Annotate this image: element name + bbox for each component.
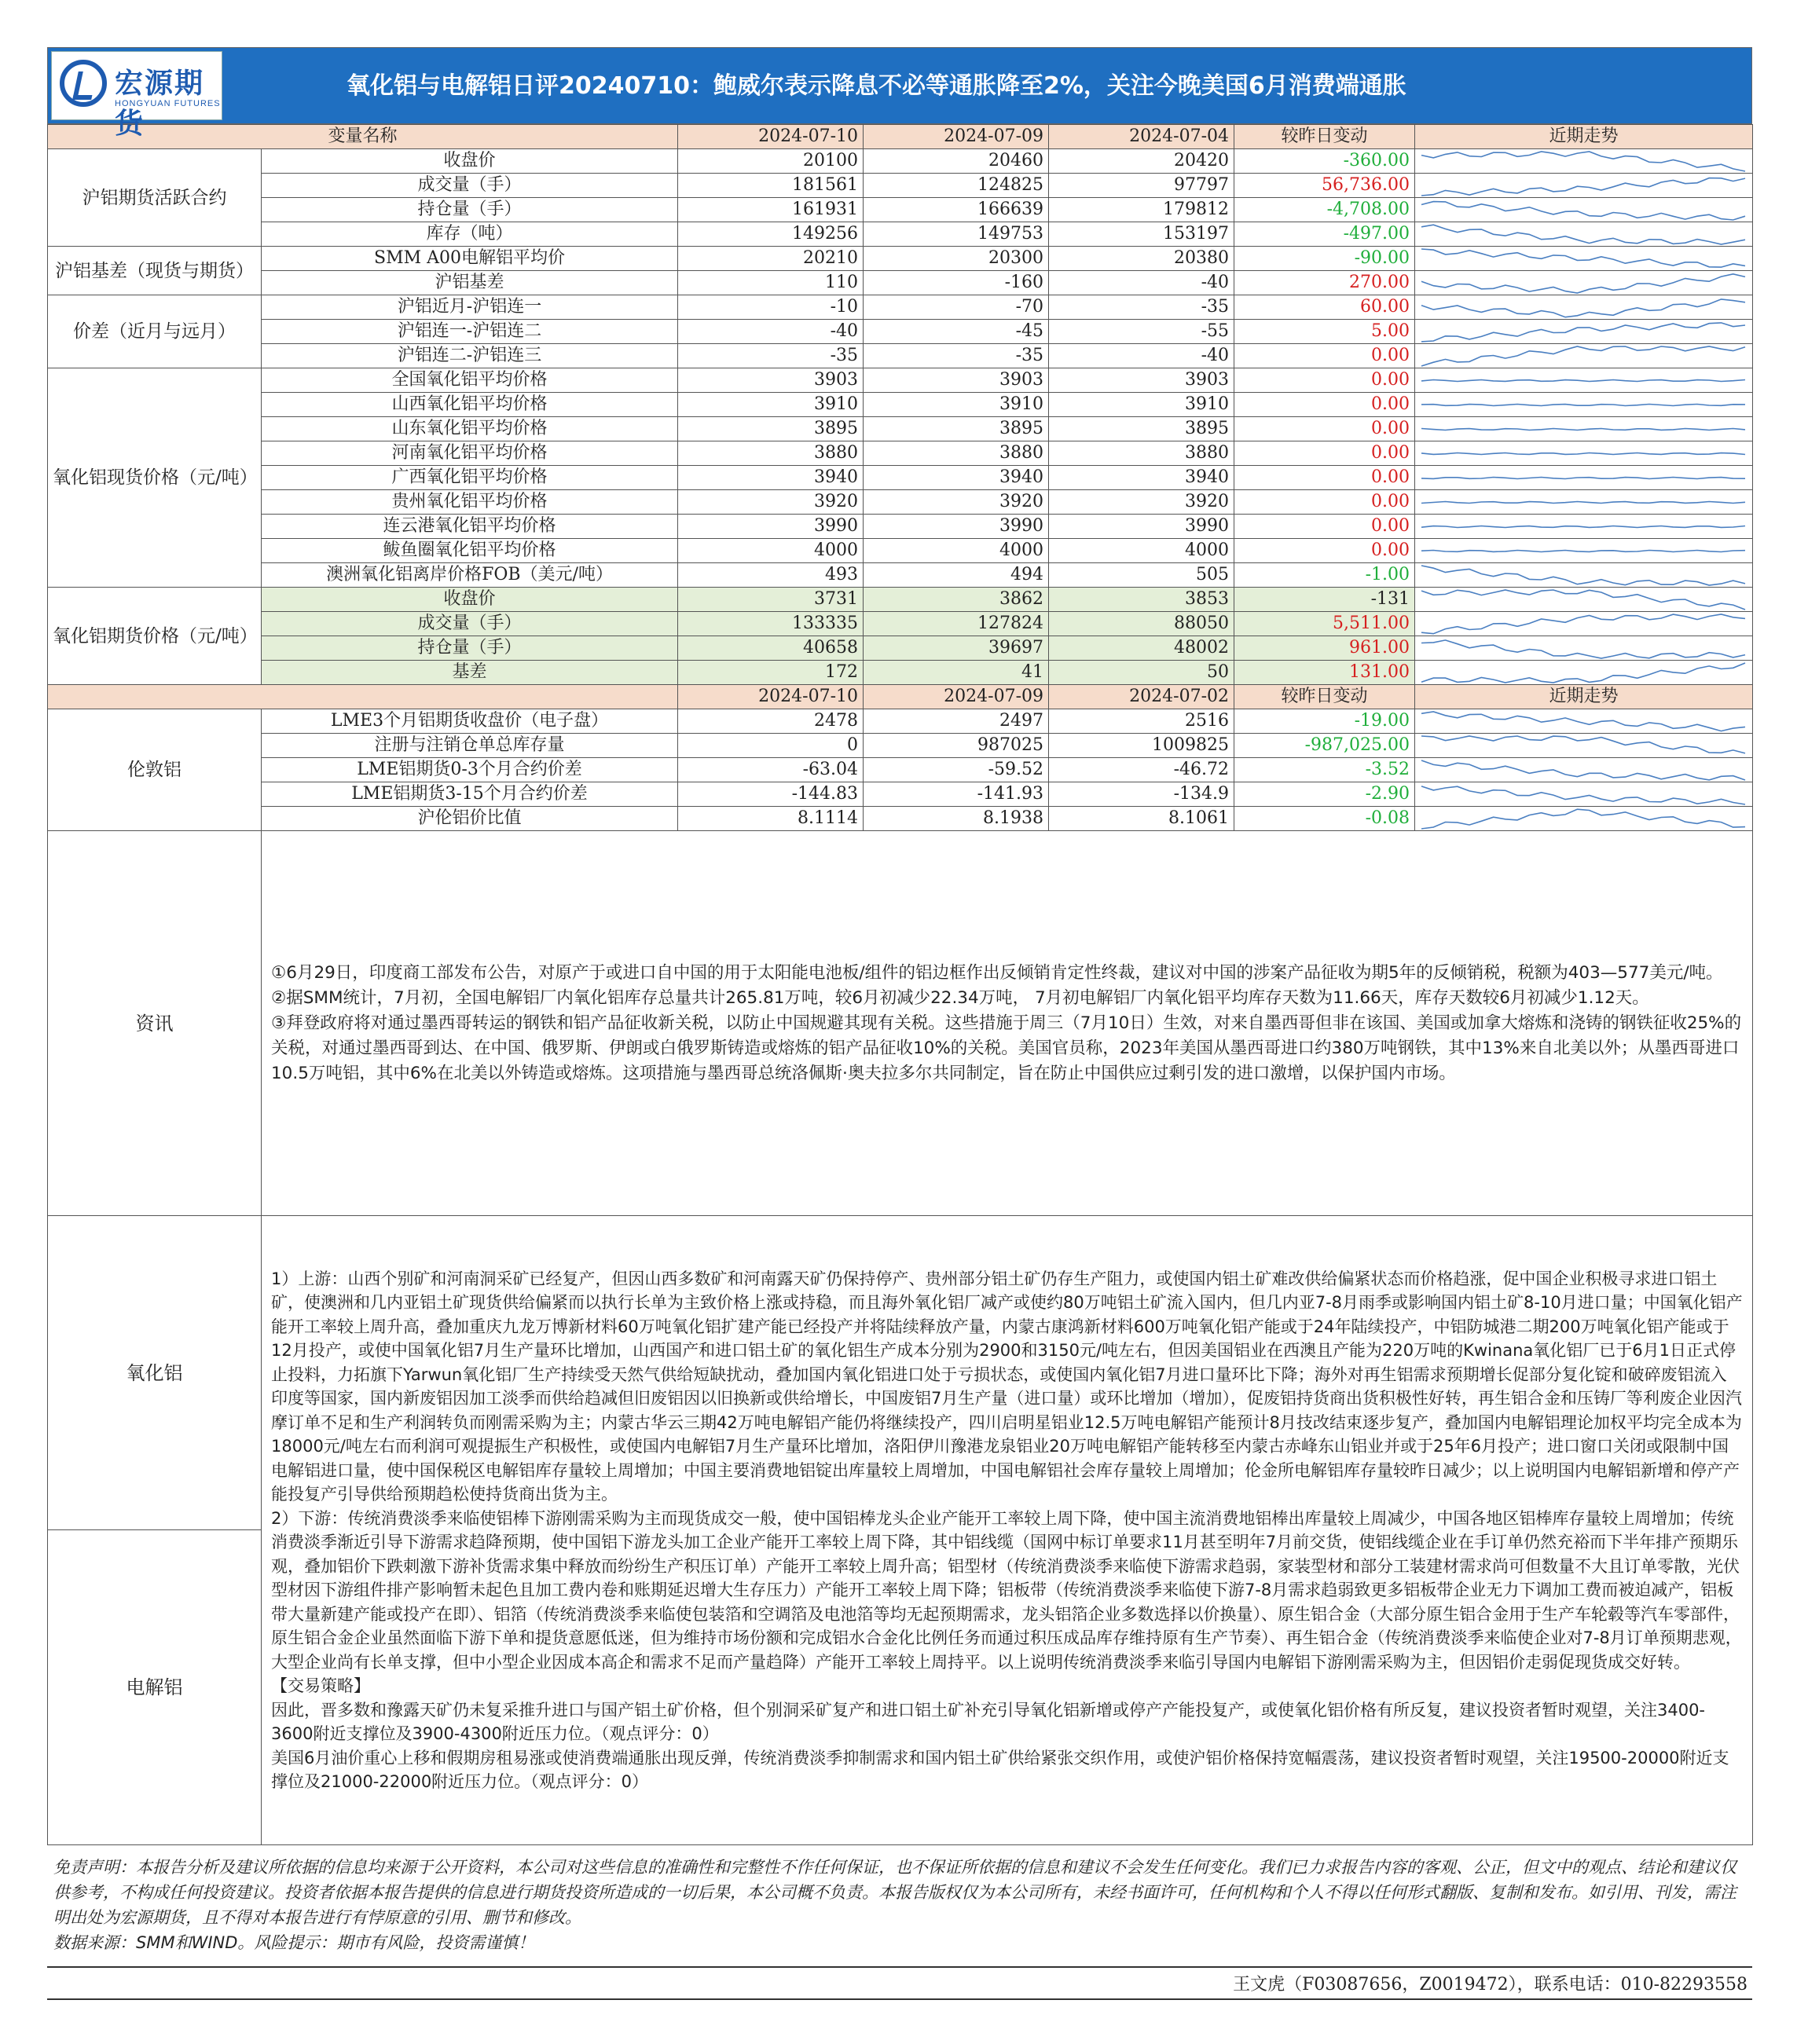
variable-name: 山东氧化铝平均价格 — [262, 417, 678, 441]
change-cell: 0.00 — [1234, 466, 1415, 490]
trend-line — [1421, 712, 1745, 731]
value-cell: 3910 — [678, 393, 864, 417]
variable-name: 贵州氧化铝平均价格 — [262, 490, 678, 515]
trend-sparkline — [1415, 783, 1751, 806]
trend-cell — [1415, 734, 1753, 758]
value-cell: 149256 — [678, 222, 864, 247]
change-cell: 270.00 — [1234, 271, 1415, 295]
change-cell: -360.00 — [1234, 149, 1415, 174]
value-cell: 3920 — [678, 490, 864, 515]
news-item: ①6月29日，印度商工部发布公告，对原产于或进口自中国的用于太阳能电池板/组件的铝边框作出反倾销肯定性终裁，建议对中国的涉案产品征收为期5年的反倾销税，税额为403—577美元/吨。 — [271, 962, 1723, 983]
table-row — [48, 247, 1753, 271]
value-cell: 1009825 — [1049, 734, 1234, 758]
trend-sparkline — [1415, 564, 1751, 587]
value-cell: 3903 — [864, 368, 1049, 393]
trend-sparkline — [1415, 637, 1751, 660]
change-cell: 0.00 — [1234, 539, 1415, 563]
value-cell: -35 — [678, 344, 864, 368]
table-row — [48, 368, 1753, 393]
value-cell: 3895 — [1049, 417, 1234, 441]
value-cell: -35 — [864, 344, 1049, 368]
aluminum-strategy: 美国6月油价重心上移和假期房租易涨或使消费端通胀出现反弹，传统消费淡季抑制需求和国内铝土矿供给紧张交织作用，或使沪铝价格保持宽幅震荡，建议投资者暂时观望，关注19500-20000附近支撑位及21000-22000附近压力位。（观点评分：0） — [271, 1748, 1729, 1791]
table-row — [48, 295, 1753, 320]
variable-name: 河南氧化铝平均价格 — [262, 441, 678, 466]
value-cell: 172 — [678, 661, 864, 685]
trend-line — [1421, 809, 1745, 829]
col-date: 2024-07-02 — [1049, 685, 1234, 709]
value-cell: 3920 — [1049, 490, 1234, 515]
value-cell: 166639 — [864, 198, 1049, 222]
variable-name: 沪铝近月-沪铝连一 — [262, 295, 678, 320]
value-cell: 153197 — [1049, 222, 1234, 247]
value-cell: 127824 — [864, 612, 1049, 636]
change-cell: 961.00 — [1234, 636, 1415, 661]
value-cell: 179812 — [1049, 198, 1234, 222]
table-row — [48, 271, 1753, 295]
table-row — [48, 320, 1753, 344]
trend-sparkline — [1415, 442, 1751, 465]
trend-line — [1421, 550, 1745, 551]
value-cell: 3862 — [864, 588, 1049, 612]
trend-cell — [1415, 636, 1753, 661]
change-cell: -497.00 — [1234, 222, 1415, 247]
trend-cell — [1415, 758, 1753, 782]
table-row — [48, 539, 1753, 563]
logo-mark-icon — [60, 60, 107, 107]
change-cell: 0.00 — [1234, 441, 1415, 466]
value-cell: -10 — [678, 295, 864, 320]
table-row — [48, 149, 1753, 174]
downstream-paragraph: 2）下游：传统消费淡季来临使铝棒下游刚需采购为主而现货成交一般，使中国铝棒龙头企业产能开工率较上周下降，使中国主流消费地铝棒出库量较上周减少，中国各地区铝棒库存量较上周增加；传统消费淡季渐近引导下游需求趋降预期，使中国铝下游龙头加工企业产能开工率较上周下降，其中铝线缆（国网中标订单要求11月甚至明年7月前交货，使铝线缆企业在手订单仍然充裕而下半年排产预期乐观，叠加铝价下跌刺激下游补货需求集中释放而纷纷生产积压订单）产能开工率较上周升高；铝型材（传统消费淡季来临使下游需求趋弱，家装型材和部分工装建材需求尚可但数量不大且订单零散，光伏型材因下游组件排产影响暂未起色且加工费内卷和账期延迟增大生存压力）产能开工率较上周下降；铝板带（传统消费淡季来临使下游7-8月需求趋弱致更多铝板带企业无力下调加工费而被迫减产，铝板带大量新建产能或投产在即）、铝箔（传统消费淡季来临使包装箔和空调箔及电池箔等均无起预期需求，龙头铝箔企业多数选择以价换量）、原生铝合金（大部分原生铝合金用于生产车轮毂等汽车零部件，原生铝合金企业虽然面临下游下单和提货意愿低迷，但为维持市场份额和完成铝水合金化比例任务而通过积压成品库存维持原有生产节奏）、再生铝合金（传统消费淡季来临使企业对7-8月订单预期悲观，大型企业尚有长单支撑，但中小型企业因成本高企和需求不足而产量趋降）产能开工率较上周持平。以上说明传统消费淡季来临引导国内电解铝下游刚需采购为主，但因铝价走弱促现货成交好转。 — [271, 1508, 1742, 1672]
trend-sparkline — [1415, 491, 1751, 514]
trend-sparkline — [1415, 272, 1751, 295]
table-row — [48, 734, 1753, 758]
variable-name: LME3个月铝期货收盘价（电子盘） — [262, 709, 678, 734]
value-cell: 3990 — [1049, 515, 1234, 539]
value-cell: 3731 — [678, 588, 864, 612]
value-cell: -40 — [678, 320, 864, 344]
disclaimer-text: 免责声明：本报告分析及建议所依据的信息均来源于公开资料，本公司对这些信息的准确性和完整性不作任何保证，也不保证所依据的信息和建议不会发生任何变化。我们已力求报告内容的客观、公正，但文中的观点、结论和建议仅供参考，不构成任何投资建议。投资者依据本报告提供的信息进行期货投资所造成的一切后果，本公司概不负责。本报告版权仅为本公司所有，未经书面许可，任何机构和个人不得以任何形式翻版、复制和发布。如引用、刊发，需注明出处为宏源期货，且不得对本报告进行有悖原意的引用、删节和修改。 — [53, 1858, 1736, 1927]
variable-name: 澳洲氧化铝离岸价格FOB（美元/吨） — [262, 563, 678, 588]
trend-line — [1421, 452, 1745, 454]
data-source: 数据来源：SMM和WIND。风险提示：期市有风险，投资需谨慎！ — [53, 1933, 535, 1952]
table-row — [48, 198, 1753, 222]
trend-sparkline — [1415, 321, 1751, 343]
trend-line — [1421, 346, 1745, 366]
value-cell: 2478 — [678, 709, 864, 734]
value-cell: 3940 — [864, 466, 1049, 490]
table-row — [48, 466, 1753, 490]
value-cell: 493 — [678, 563, 864, 588]
trend-sparkline — [1415, 223, 1751, 246]
table-row — [48, 490, 1753, 515]
trend-line — [1421, 322, 1745, 341]
group-label: 氧化铝期货价格（元/吨） — [48, 588, 262, 685]
variable-name: 鲅鱼圈氧化铝平均价格 — [262, 539, 678, 563]
value-cell: 3910 — [1049, 393, 1234, 417]
value-cell: 97797 — [1049, 174, 1234, 198]
value-cell: 987025 — [864, 734, 1049, 758]
table-header-row — [48, 685, 1753, 709]
col-date: 2024-07-10 — [678, 685, 864, 709]
value-cell: -160 — [864, 271, 1049, 295]
value-cell: 3903 — [678, 368, 864, 393]
trend-sparkline — [1415, 467, 1751, 489]
table-row — [48, 612, 1753, 636]
col-change: 较昨日变动 — [1234, 685, 1415, 709]
variable-name: 持仓量（手） — [262, 636, 678, 661]
variable-name: 库存（吨） — [262, 222, 678, 247]
value-cell: 3910 — [864, 393, 1049, 417]
alumina-label: 氧化铝 — [48, 1216, 261, 1530]
variable-name: SMM A00电解铝平均价 — [262, 247, 678, 271]
variable-name: 沪铝连二-沪铝连三 — [262, 344, 678, 368]
data-table — [47, 124, 1753, 1845]
table-row — [48, 393, 1753, 417]
trend-cell — [1415, 563, 1753, 588]
group-label: 沪铝期货活跃合约 — [48, 149, 262, 247]
trend-cell — [1415, 149, 1753, 174]
value-cell: 3880 — [678, 441, 864, 466]
value-cell: 8.1938 — [864, 807, 1049, 831]
trend-sparkline — [1415, 174, 1751, 197]
table-row — [48, 758, 1753, 782]
trend-sparkline — [1415, 345, 1751, 368]
change-cell: 0.00 — [1234, 393, 1415, 417]
variable-name: 广西氧化铝平均价格 — [262, 466, 678, 490]
trend-line — [1421, 379, 1745, 381]
group-label: 沪铝基差（现货与期货） — [48, 247, 262, 295]
analysis-content — [262, 1216, 1753, 1845]
trend-sparkline — [1415, 296, 1751, 319]
value-cell: 48002 — [1049, 636, 1234, 661]
col-trend: 近期走势 — [1415, 685, 1753, 709]
analysis-labels — [48, 1216, 262, 1845]
trend-cell — [1415, 807, 1753, 831]
change-cell: -131 — [1234, 588, 1415, 612]
news-content — [262, 831, 1753, 1216]
trend-cell — [1415, 709, 1753, 734]
table-row — [48, 782, 1753, 807]
value-cell: -70 — [864, 295, 1049, 320]
trend-sparkline — [1415, 394, 1751, 416]
value-cell: -59.52 — [864, 758, 1049, 782]
change-cell: -0.08 — [1234, 807, 1415, 831]
value-cell: 133335 — [678, 612, 864, 636]
trend-cell — [1415, 393, 1753, 417]
disclaimer — [47, 1845, 1752, 1958]
trend-sparkline — [1415, 759, 1751, 782]
trend-sparkline — [1415, 540, 1751, 562]
trend-cell — [1415, 490, 1753, 515]
trend-line — [1421, 566, 1745, 585]
variable-name: 沪铝基差 — [262, 271, 678, 295]
trend-line — [1421, 614, 1745, 634]
trend-line — [1421, 178, 1745, 195]
trend-line — [1421, 477, 1745, 478]
trend-sparkline — [1415, 710, 1751, 733]
trend-sparkline — [1415, 515, 1751, 538]
value-cell: 494 — [864, 563, 1049, 588]
trend-sparkline — [1415, 588, 1751, 611]
value-cell: 149753 — [864, 222, 1049, 247]
variable-name: 持仓量（手） — [262, 198, 678, 222]
trend-cell — [1415, 588, 1753, 612]
col-date: 2024-07-04 — [1049, 125, 1234, 149]
value-cell: 4000 — [678, 539, 864, 563]
trend-sparkline — [1415, 613, 1751, 636]
value-cell: 3853 — [1049, 588, 1234, 612]
trend-line — [1421, 526, 1745, 527]
trend-cell — [1415, 174, 1753, 198]
trend-line — [1421, 590, 1745, 610]
value-cell: 3895 — [864, 417, 1049, 441]
trend-sparkline — [1415, 734, 1751, 757]
trend-cell — [1415, 320, 1753, 344]
variable-name: 全国氧化铝平均价格 — [262, 368, 678, 393]
value-cell: 2516 — [1049, 709, 1234, 734]
value-cell: 181561 — [678, 174, 864, 198]
variable-name: 注册与注销仓单总库存量 — [262, 734, 678, 758]
value-cell: 2497 — [864, 709, 1049, 734]
group-label: 伦敦铝 — [48, 709, 262, 831]
trend-cell — [1415, 441, 1753, 466]
value-cell: -55 — [1049, 320, 1234, 344]
value-cell: -35 — [1049, 295, 1234, 320]
trend-line — [1421, 299, 1745, 317]
value-cell: 20100 — [678, 149, 864, 174]
table-row — [48, 174, 1753, 198]
trend-cell — [1415, 782, 1753, 807]
trend-cell — [1415, 271, 1753, 295]
trend-line — [1421, 152, 1745, 171]
trend-line — [1421, 760, 1745, 780]
value-cell: 505 — [1049, 563, 1234, 588]
value-cell: 3990 — [678, 515, 864, 539]
table-row — [48, 441, 1753, 466]
value-cell: 40658 — [678, 636, 864, 661]
trend-sparkline — [1415, 150, 1751, 173]
variable-name: 收盘价 — [262, 149, 678, 174]
table-row — [48, 563, 1753, 588]
value-cell: 3990 — [864, 515, 1049, 539]
trend-sparkline — [1415, 808, 1751, 830]
value-cell: 20300 — [864, 247, 1049, 271]
trend-line — [1421, 201, 1745, 219]
trend-line — [1421, 249, 1745, 267]
value-cell: 8.1114 — [678, 807, 864, 831]
trend-cell — [1415, 368, 1753, 393]
news-item: ②据SMM统计，7月初，全国电解铝厂内氧化铝库存总量共计265.81万吨，较6月初减少22.34万吨， 7月初电解铝厂内氧化铝平均库存天数为11.66天，库存天数较6月初减少1.12天。 — [271, 987, 1649, 1008]
trend-sparkline — [1415, 369, 1751, 392]
news-section — [48, 831, 1753, 1216]
value-cell: 3880 — [1049, 441, 1234, 466]
variable-name: 收盘价 — [262, 588, 678, 612]
trend-line — [1421, 404, 1745, 405]
trend-cell — [1415, 417, 1753, 441]
variable-name: 成交量（手） — [262, 174, 678, 198]
value-cell: -46.72 — [1049, 758, 1234, 782]
value-cell: -63.04 — [678, 758, 864, 782]
value-cell: 124825 — [864, 174, 1049, 198]
aluminum-label: 电解铝 — [126, 1676, 183, 1698]
variable-name: LME铝期货0-3个月合约价差 — [262, 758, 678, 782]
variable-name: 沪铝连一-沪铝连二 — [262, 320, 678, 344]
company-logo — [51, 51, 222, 140]
trend-sparkline — [1415, 199, 1751, 222]
variable-name: 成交量（手） — [262, 612, 678, 636]
variable-name: 连云港氧化铝平均价格 — [262, 515, 678, 539]
news-label: 资讯 — [48, 831, 262, 1216]
logo-en: HONGYUAN FUTURES — [115, 99, 221, 108]
table-row — [48, 636, 1753, 661]
change-cell: -1.00 — [1234, 563, 1415, 588]
trend-sparkline — [1415, 661, 1751, 684]
trend-line — [1421, 786, 1745, 804]
table-row — [48, 515, 1753, 539]
report-title: 氧化铝与电解铝日评20240710：鲍威尔表示降息不必等通胀降至2%，关注今晚美国6月消费端通胀 — [347, 72, 1406, 100]
value-cell: 3940 — [1049, 466, 1234, 490]
trend-line — [1421, 428, 1745, 430]
col-date: 2024-07-09 — [864, 685, 1049, 709]
value-cell: -40 — [1049, 271, 1234, 295]
col-date: 2024-07-09 — [864, 125, 1049, 149]
value-cell: 20210 — [678, 247, 864, 271]
value-cell: -45 — [864, 320, 1049, 344]
change-cell: -90.00 — [1234, 247, 1415, 271]
change-cell: 5,511.00 — [1234, 612, 1415, 636]
group-label: 价差（近月与远月） — [48, 295, 262, 368]
change-cell: 0.00 — [1234, 417, 1415, 441]
variable-name: 基差 — [262, 661, 678, 685]
change-cell: -2.90 — [1234, 782, 1415, 807]
trend-cell — [1415, 198, 1753, 222]
trend-cell — [1415, 295, 1753, 320]
change-cell: 0.00 — [1234, 368, 1415, 393]
change-cell: -4,708.00 — [1234, 198, 1415, 222]
strategy-heading: 【交易策略】 — [271, 1676, 370, 1695]
value-cell: 3880 — [864, 441, 1049, 466]
value-cell: 110 — [678, 271, 864, 295]
value-cell: 3895 — [678, 417, 864, 441]
table-row — [48, 417, 1753, 441]
value-cell: 20380 — [1049, 247, 1234, 271]
change-cell: -19.00 — [1234, 709, 1415, 734]
trend-cell — [1415, 222, 1753, 247]
trend-line — [1421, 501, 1745, 503]
trend-sparkline — [1415, 247, 1751, 270]
trend-line — [1421, 639, 1745, 658]
trend-cell — [1415, 515, 1753, 539]
table-row — [48, 661, 1753, 685]
value-cell: -141.93 — [864, 782, 1049, 807]
trend-sparkline — [1415, 418, 1751, 441]
value-cell: 3920 — [864, 490, 1049, 515]
value-cell: 3940 — [678, 466, 864, 490]
group-label: 氧化铝现货价格（元/吨） — [48, 368, 262, 588]
value-cell: 4000 — [1049, 539, 1234, 563]
table-header-row — [48, 125, 1753, 149]
col-variable-name: 变量名称 — [48, 125, 678, 149]
change-cell: -3.52 — [1234, 758, 1415, 782]
variable-name: LME铝期货3-15个月合约价差 — [262, 782, 678, 807]
trend-line — [1421, 273, 1745, 292]
analysis-section — [48, 1216, 1753, 1845]
change-cell: -987,025.00 — [1234, 734, 1415, 758]
value-cell: 161931 — [678, 198, 864, 222]
trend-cell — [1415, 247, 1753, 271]
alumina-strategy: 因此，晋多数和豫露天矿仍未复采推升进口与国产铝土矿价格，但个别洞采矿复产和进口铝土矿补充引导氧化铝新增或停产产能投复产，或使氧化铝价格有所反复，建议投资者暂时观望，关注3400-3600附近支撑位及3900-4300附近压力位。（观点评分：0） — [271, 1700, 1706, 1743]
value-cell: 88050 — [1049, 612, 1234, 636]
table-row — [48, 344, 1753, 368]
analyst-footer: 王文虎（F03087656，Z0019472），联系电话：010-82293558 — [47, 1966, 1752, 2000]
trend-cell — [1415, 466, 1753, 490]
change-cell: 5.00 — [1234, 320, 1415, 344]
upstream-paragraph: 1）上游：山西个别矿和河南洞采矿已经复产，但因山西多数矿和河南露天矿仍保持停产、贵州部分铝土矿仍存生产阻力，或使国内铝土矿难改供给偏紧状态而价格趋涨，促中国企业积极寻求进口铝土矿，使澳洲和几内亚铝土矿现货供给偏紧而以执行长单为主致价格上涨或持稳，而且海外氧化铝厂减产或使约80万吨铝土矿流入国内，但几内亚7-8月雨季或影响国内铝土矿8-10月进口量；中国氧化铝产能开工率较上周升高，叠加重庆九龙万博新材料60万吨氧化铝扩建产能已经投产并将陆续释放产量，内蒙古康鸿新材料600万吨氧化铝产能或于24年陆续投产，中铝防城港二期200万吨氧化铝产能或于12月投产，或使中国氧化铝7月生产量环比增加，山西国产和进口铝土矿的氧化铝生产成本分别为2900和3150元/吨左右，但因美国铝业在西澳且产能为220万吨的Kwinana氧化铝厂已于6月1日正式停止投料，力拓旗下Yarwun氧化铝厂生产持续受天然气供给短缺扰动，叠加国内氧化铝进口处于亏损状态，或使国内氧化铝7月进口量环比下降；海外对再生铝需求预期增长促部分复化锭和破碎废铝流入印度等国家，国内新废铝因加工淡季而供给趋减但旧废铝因以旧换新或供给增长，中国废铝7月生产量（进口量）或环比增加（增加），促废铝持货商出货积极性好转，再生铝合金和压铸厂等利废企业因汽摩订单不足和生产利润转负而刚需采购为主；内蒙古华云三期42万吨电解铝产能仍将继续投产，四川启明星铝业12.5万吨电解铝产能预计8月技改结束逐步复产，叠加国内电解铝理论加权平均完全成本为18000元/吨左右而利润可观提振生产积极性，或使国内电解铝7月生产量环比增加，洛阳伊川豫港龙泉铝业20万吨电解铝产能转移至内蒙古赤峰东山铝业并或于25年6月投产；进口窗口关闭或限制中国电解铝进口量，使中国保税区电解铝库存量较上周增加；中国主要消费地铝锭出库量较上周增加，中国电解铝社会库存量较上周增加；伦金所电解铝库存量较昨日减少；以上说明国内电解铝新增和停产产能投复产引导供给预期趋松使持货商出货为主。 — [271, 1269, 1743, 1504]
value-cell: 4000 — [864, 539, 1049, 563]
value-cell: 8.1061 — [1049, 807, 1234, 831]
change-cell: 0.00 — [1234, 344, 1415, 368]
trend-line — [1421, 225, 1745, 244]
value-cell: -134.9 — [1049, 782, 1234, 807]
col-date: 2024-07-10 — [678, 125, 864, 149]
table-row — [48, 222, 1753, 247]
change-cell: 131.00 — [1234, 661, 1415, 685]
trend-cell — [1415, 344, 1753, 368]
trend-line — [1421, 736, 1745, 753]
value-cell: 39697 — [864, 636, 1049, 661]
value-cell: 20420 — [1049, 149, 1234, 174]
value-cell: 20460 — [864, 149, 1049, 174]
change-cell: 56,736.00 — [1234, 174, 1415, 198]
value-cell: -40 — [1049, 344, 1234, 368]
trend-line — [1421, 663, 1745, 683]
trend-cell — [1415, 661, 1753, 685]
variable-name: 山西氧化铝平均价格 — [262, 393, 678, 417]
trend-cell — [1415, 539, 1753, 563]
value-cell: 3903 — [1049, 368, 1234, 393]
change-cell: 0.00 — [1234, 490, 1415, 515]
table-row — [48, 588, 1753, 612]
change-cell: 0.00 — [1234, 515, 1415, 539]
table-row — [48, 709, 1753, 734]
news-item: ③拜登政府将对通过墨西哥转运的钢铁和铝产品征收新关税，以防止中国规避其现有关税。这些措施于周三（7月10日）生效，对来自墨西哥但非在该国、美国或加拿大熔炼和浇铸的钢铁征收25%的关税，对通过墨西哥到达、在中国、俄罗斯、伊朗或白俄罗斯铸造或熔炼的铝产品征收10%的关税。美国官员称，2023年美国从墨西哥进口约380万吨钢铁，其中13%来自北美以外；从墨西哥进口10.5万吨铝，其中6%在北美以外铸造或熔炼。这项措施与墨西哥总统洛佩斯·奥夫拉多尔共同制定，旨在防止中国供应过剩引发的进口激增，以保护国内市场。 — [271, 1013, 1742, 1083]
value-cell: 41 — [864, 661, 1049, 685]
logo-cn: 宏源期货 — [115, 68, 205, 140]
trend-cell — [1415, 612, 1753, 636]
value-cell: 50 — [1049, 661, 1234, 685]
change-cell: 60.00 — [1234, 295, 1415, 320]
report-page — [47, 47, 1752, 2000]
value-cell: -144.83 — [678, 782, 864, 807]
value-cell: 0 — [678, 734, 864, 758]
variable-name: 沪伦铝价比值 — [262, 807, 678, 831]
col-blank — [48, 685, 678, 709]
table-row — [48, 807, 1753, 831]
col-change: 较昨日变动 — [1234, 125, 1415, 149]
col-trend: 近期走势 — [1415, 125, 1753, 149]
